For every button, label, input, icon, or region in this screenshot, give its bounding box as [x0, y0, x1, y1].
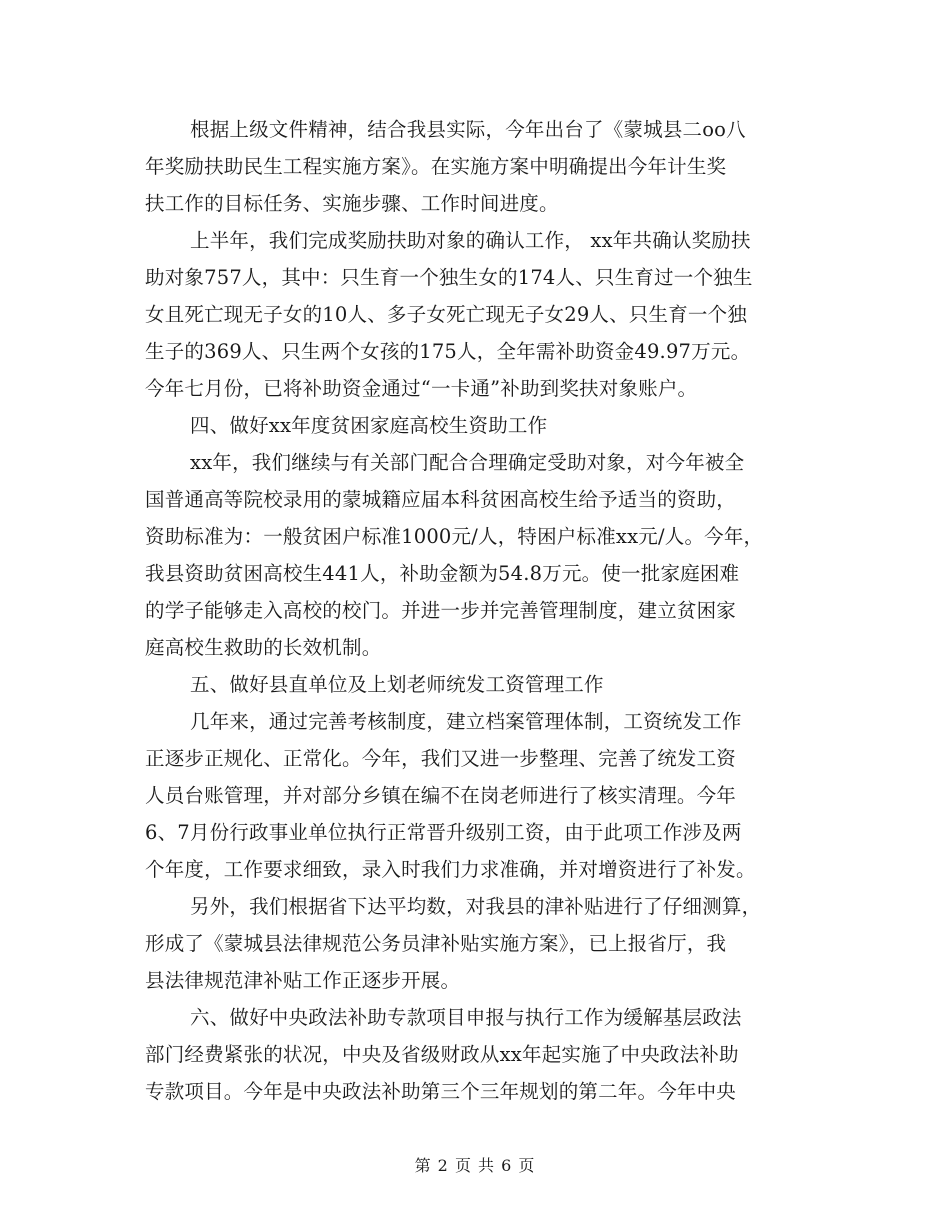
- text-line-17: 几年来，通过完善考核制度，建立档案管理体制，工资统发工作: [190, 710, 742, 733]
- text-line-12: 资助标准为：一般贫困户标准1000元/人，特困户标准xx元/人。今年，: [145, 525, 764, 548]
- text-line-23: 形成了《蒙城县法律规范公务员津补贴实施方案》，已上报省厅，我: [145, 932, 727, 955]
- text-line-11: 国普通高等院校录用的蒙城籍应届本科贫困高校生给予适当的资助，: [145, 488, 737, 511]
- text-line-14: 的学子能够走入高校的校门。并进一步并完善管理制度，建立贫困家: [145, 599, 737, 622]
- page-number-footer: 第 2 页 共 6 页: [414, 1156, 536, 1175]
- section-heading-4: 四、做好xx年度贫困家庭高校生资助工作: [190, 414, 548, 437]
- text-line-5: 助对象757人，其中：只生育一个独生女的174人、只生育过一个独生: [145, 266, 753, 289]
- text-line-20: 6、7月份行政事业单位执行正常晋升级别工资，由于此项工作涉及两: [145, 821, 742, 844]
- text-line-2: 年奖励扶助民生工程实施方案》。在实施方案中明确提出今年计生奖: [145, 155, 727, 178]
- text-line-22: 另外，我们根据省下达平均数，对我县的津补贴进行了仔细测算，: [190, 895, 762, 918]
- text-line-13: 我县资助贫困高校生441人，补助金额为54.8万元。使一批家庭困难: [145, 562, 740, 585]
- text-line-3: 扶工作的目标任务、实施步骤、工作时间进度。: [145, 192, 559, 215]
- text-line-24: 县法律规范津补贴工作正逐步开展。: [145, 969, 461, 992]
- text-line-19: 人员台账管理，并对部分乡镇在编不在岗老师进行了核实清理。今年: [145, 784, 737, 807]
- section-heading-6: 六、做好中央政法补助专款项目申报与执行工作为缓解基层政法: [190, 1006, 742, 1029]
- text-line-8: 今年七月份，已将补助资金通过“一卡通”补助到奖扶对象账户。: [145, 377, 698, 400]
- text-line-26: 部门经费紧张的状况，中央及省级财政从xx年起实施了中央政法补助: [145, 1043, 739, 1066]
- text-line-7: 生子的369人、只生两个女孩的175人，全年需补助资金49.97万元。: [145, 340, 751, 363]
- text-line-1: 根据上级文件精神，结合我县实际，今年出台了《蒙城县二oo八: [190, 118, 746, 141]
- text-line-21: 个年度，工作要求细致，录入时我们力求准确，并对增资进行了补发。: [145, 858, 756, 881]
- text-line-15: 庭高校生救助的长效机制。: [145, 636, 382, 659]
- text-line-18: 正逐步正规化、正常化。今年，我们又进一步整理、完善了统发工资: [145, 747, 737, 770]
- text-line-6: 女且死亡现无子女的10人、多子女死亡现无子女29人、只生育一个独: [145, 303, 748, 326]
- text-line-10: xx年，我们继续与有关部门配合合理确定受助对象，对今年被全: [190, 451, 745, 474]
- text-line-27: 专款项目。今年是中央政法补助第三个三年规划的第二年。今年中央: [145, 1080, 737, 1103]
- section-heading-5: 五、做好县直单位及上划老师统发工资管理工作: [190, 673, 604, 696]
- text-line-4: 上半年，我们完成奖励扶助对象的确认工作， xx年共确认奖励扶: [190, 229, 751, 252]
